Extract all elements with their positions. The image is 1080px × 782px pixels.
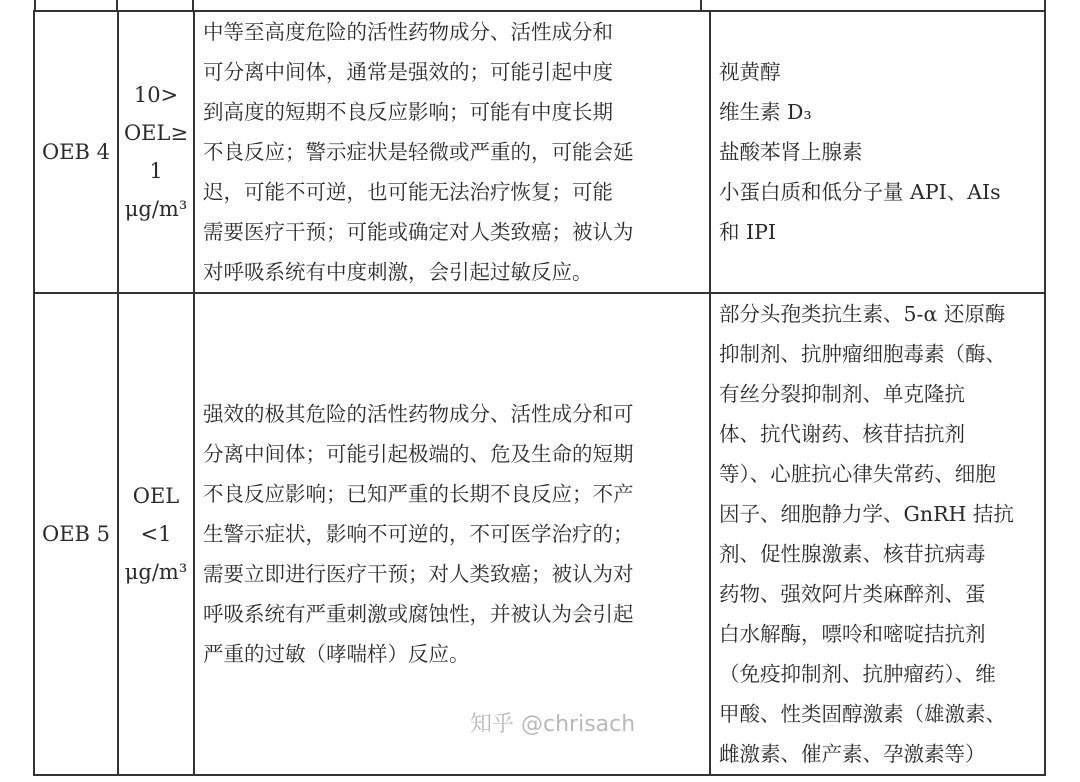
description-cell bbox=[194, 11, 710, 293]
limit-cell bbox=[118, 11, 194, 293]
description-line: 分离中间体；可能引起极端的、危及生命的短期 bbox=[203, 442, 634, 466]
example-line: 小蛋白质和低分子量 API、AIs bbox=[719, 180, 1001, 204]
example-line: 剂、促性腺激素、核苷抗病毒 bbox=[719, 542, 986, 566]
description-line: 对呼吸系统有中度刺激，会引起过敏反应。 bbox=[203, 260, 593, 284]
examples-cell bbox=[710, 11, 1045, 293]
oeb-table bbox=[33, 10, 1046, 776]
description-line: 中等至高度危险的活性药物成分、活性成分和 bbox=[203, 20, 613, 44]
limit-line: 10> bbox=[133, 83, 179, 107]
example-line: 等）、心脏抗心律失常药、细胞 bbox=[719, 462, 996, 486]
description-line: 迟，可能不可逆，也可能无法治疗恢复；可能 bbox=[203, 180, 613, 204]
example-line: 有丝分裂抑制剂、单克隆抗 bbox=[719, 382, 965, 406]
example-line: 体、抗代谢药、核苷拮抗剂 bbox=[719, 422, 965, 446]
band-cell: OEB 4 bbox=[34, 11, 118, 293]
description-line: 呼吸系统有严重刺激或腐蚀性，并被认为会引起 bbox=[203, 602, 634, 626]
table-row-oeb5 bbox=[34, 293, 1045, 775]
description-line: 不良反应影响；已知严重的长期不良反应；不产 bbox=[203, 482, 634, 506]
limit-line: μg/m³ bbox=[124, 560, 188, 584]
description-line: 不良反应；警示症状是轻微或严重的，可能会延 bbox=[203, 140, 634, 164]
example-line: 部分头孢类抗生素、5-α 还原酶 bbox=[719, 302, 1006, 326]
table-border-stub bbox=[1044, 0, 1046, 10]
example-line: 维生素 D₃ bbox=[719, 100, 812, 124]
table-border-stub bbox=[116, 0, 118, 10]
limit-line: OEL≥ bbox=[123, 121, 189, 145]
description-line: 强效的极其危险的活性药物成分、活性成分和可 bbox=[203, 402, 634, 426]
example-line: 盐酸苯肾上腺素 bbox=[719, 140, 863, 164]
description-line: 严重的过敏（哮喘样）反应。 bbox=[203, 642, 470, 666]
table-row-oeb4 bbox=[34, 11, 1045, 293]
table-border-stub bbox=[192, 0, 194, 10]
description-line: 需要立即进行医疗干预；对人类致癌；被认为对 bbox=[203, 562, 634, 586]
description-line: 需要医疗干预；可能或确定对人类致癌；被认为 bbox=[203, 220, 634, 244]
example-line: 视黄醇 bbox=[719, 60, 781, 84]
limit-line: μg/m³ bbox=[124, 197, 188, 221]
description-cell bbox=[194, 293, 710, 775]
description-line: 可分离中间体，通常是强效的；可能引起中度 bbox=[203, 60, 613, 84]
example-line: 因子、细胞静力学、GnRH 拮抗 bbox=[719, 502, 1014, 526]
example-line: 和 IPI bbox=[719, 220, 777, 244]
example-line: 雌激素、催产素、孕激素等） bbox=[719, 742, 986, 766]
description-line: 生警示症状，影响不可逆的，不可医学治疗的； bbox=[203, 522, 634, 546]
limit-line: 1 bbox=[149, 159, 163, 183]
example-line: 药物、强效阿片类麻醉剂、蛋 bbox=[719, 582, 986, 606]
examples-cell bbox=[710, 293, 1045, 775]
example-line: 白水解酶，嘌呤和嘧啶拮抗剂 bbox=[719, 622, 986, 646]
table-border-stub bbox=[700, 0, 702, 10]
limit-cell bbox=[118, 293, 194, 775]
example-line: 甲酸、性类固醇激素（雄激素、 bbox=[719, 702, 1006, 726]
limit-line: OEL bbox=[132, 484, 180, 508]
example-line: 抑制剂、抗肿瘤细胞毒素（酶、 bbox=[719, 342, 1006, 366]
watermark: 知乎 @chrisach bbox=[470, 712, 636, 737]
band-cell: OEB 5 bbox=[34, 293, 118, 775]
example-line: （免疫抑制剂、抗肿瘤药）、维 bbox=[719, 662, 996, 686]
description-line: 到高度的短期不良反应影响；可能有中度长期 bbox=[203, 100, 613, 124]
table-border-stub bbox=[34, 0, 36, 10]
limit-line: <1 bbox=[140, 522, 172, 546]
